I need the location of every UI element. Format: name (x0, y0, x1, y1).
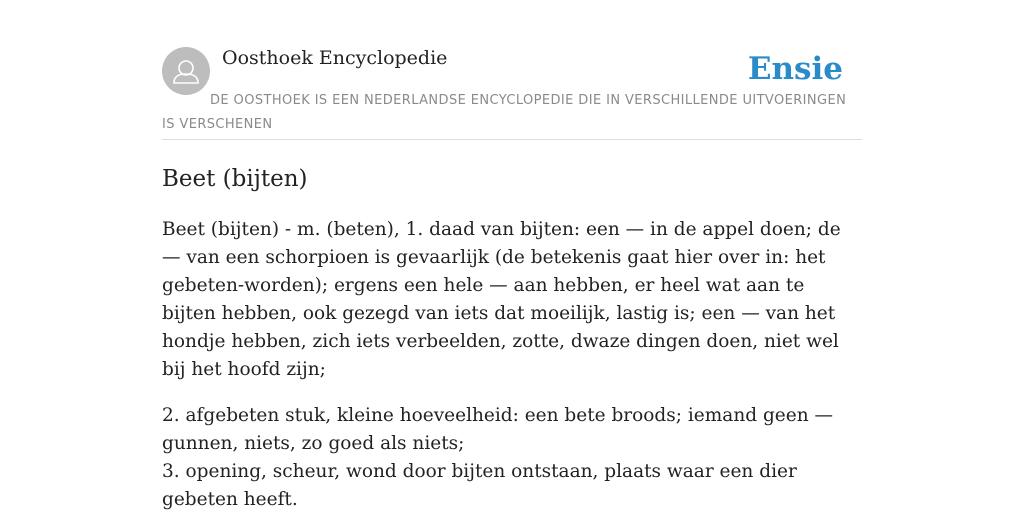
article-paragraph (162, 402, 862, 512)
source-description: DE OOSTHOEK IS EEN NEDERLANDSE ENCYCLOPEDIE DIE IN VERSCHILLENDE UITVOERINGEN IS VERSCHENEN (162, 93, 847, 132)
article-line: 3. opening, scheur, wond door bijten ontstaan, plaats waar een dier gebeten heeft. (162, 461, 797, 510)
article-paragraph: Beet (bijten) - m. (beten), 1. daad van bijten: een — in de appel doen; de — van een schorpioen is gevaarlijk (de betekenis gaat hier over in: het gebeten-worden); ergens een hele — aan hebben, er heel wat aan te bijten hebben, ook gezegd van iets dat moeilijk, lastig is; een — van het hondje hebben, zich iets verbeelden, zotte, dwaze dingen doen, niet wel bij het hoofd zijn; (162, 219, 841, 380)
article-title: Beet (bijten) (162, 166, 308, 192)
source-title-link[interactable]: Oosthoek Encyclopedie (222, 47, 448, 69)
article-line: 2. afgebeten stuk, kleine hoeveelheid: een bete broods; iemand geen — gunnen, niets, zo goed als niets; (162, 405, 833, 454)
article-body (162, 216, 862, 512)
ensie-logo[interactable]: Ensie (747, 51, 843, 87)
user-icon (162, 47, 210, 95)
header-divider (162, 139, 862, 140)
source-avatar[interactable] (162, 47, 210, 95)
